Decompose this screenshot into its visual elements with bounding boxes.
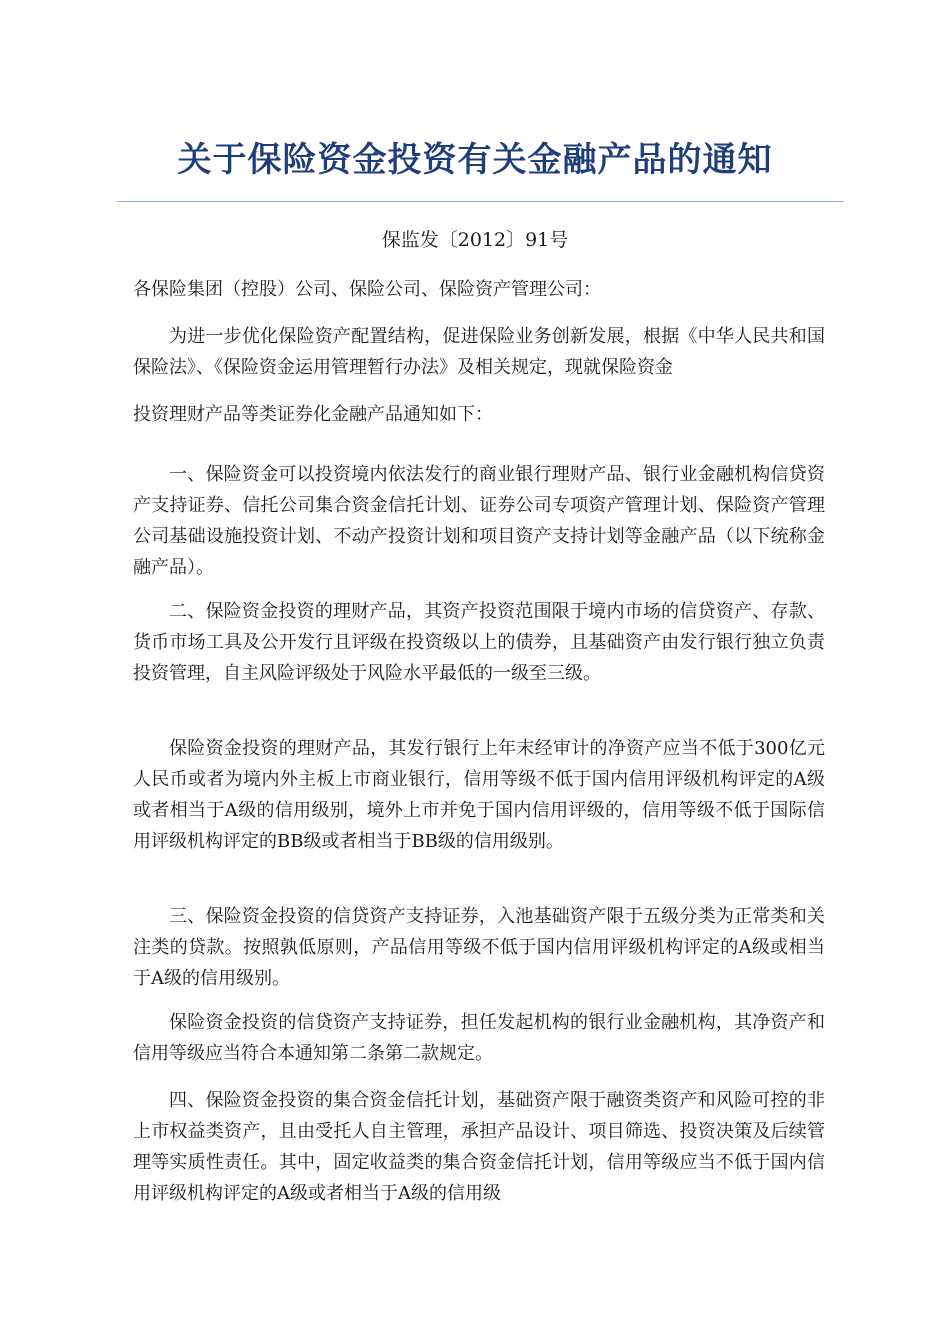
body-paragraph-1: 一、保险资金可以投资境内依法发行的商业银行理财产品、银行业金融机构信贷资产支持证券、信托公司集合资金信托计划、证券公司专项资产管理计划、保险资产管理公司基础设施投资计划、不动产投资计划和项目资产支持计划等金融产品（以下统称金融产品）。 (133, 464, 825, 578)
body-paragraph-5: 保险资金投资的信贷资产支持证券，担任发起机构的银行业金融机构，其净资产和信用等级应当符合本通知第二条第二款规定。 (133, 1012, 825, 1064)
document-number: 保监发〔2012〕91号 (381, 229, 569, 251)
body-paragraph-6: 四、保险资金投资的集合资金信托计划，基础资产限于融资类资产和风险可控的非上市权益类资产，且由受托人自主管理，承担产品设计、项目筛选、投资决策及后续管理等实质性责任。其中，固定收益类的集合资金信托计划，信用等级应当不低于国内信用评级机构评定的A级或者相当于A级的信用级 (133, 1090, 825, 1204)
body-paragraph-2: 二、保险资金投资的理财产品，其资产投资范围限于境内市场的信贷资产、存款、货币市场工具及公开发行且评级在投资级以上的债券，且基础资产由发行银行独立负责投资管理，自主风险评级处于风险水平最低的一级至三级。 (133, 601, 825, 684)
document-title: 关于保险资金投资有关金融产品的通知 (177, 140, 773, 180)
salutation: 各保险集团（控股）公司、保险公司、保险资产管理公司： (133, 279, 601, 300)
title-divider (117, 201, 844, 202)
body-paragraph-3: 保险资金投资的理财产品，其发行银行上年末经审计的净资产应当不低于300亿元人民币或者为境内外主板上市商业银行，信用等级不低于国内信用评级机构评定的A级或者相当于A级的信用级别，境外上市并免于国内信用评级的，信用等级不低于国际信用评级机构评定的BB级或者相当于BB级的信用级别。 (133, 738, 825, 852)
intro-paragraph: 为进一步优化保险资产配置结构，促进保险业务创新发展，根据《中华人民共和国保险法》、《保险资金运用管理暂行办法》及相关规定，现就保险资金 (133, 326, 825, 378)
body-paragraph-4: 三、保险资金投资的信贷资产支持证券，入池基础资产限于五级分类为正常类和关注类的贷款。按照孰低原则，产品信用等级不低于国内信用评级机构评定的A级或相当于A级的信用级别。 (133, 906, 825, 989)
intro-paragraph-continuation: 投资理财产品等类证券化金融产品通知如下： (133, 404, 493, 425)
